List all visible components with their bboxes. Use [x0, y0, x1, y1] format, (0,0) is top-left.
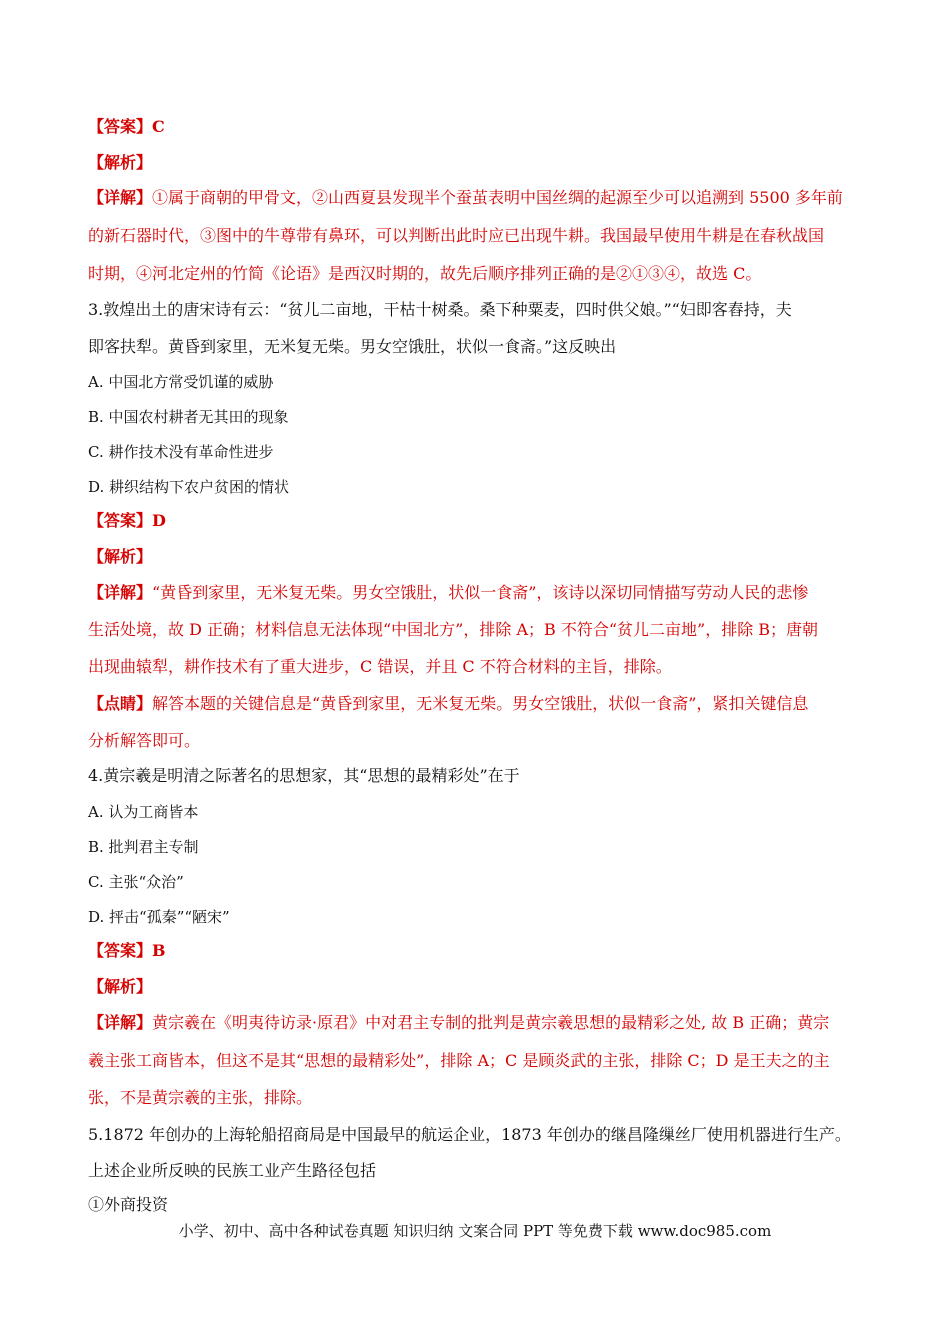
q3-detail-line-3: 出现曲辕犁，耕作技术有了重大进步，C 错误，并且 C 不符合材料的主旨，排除。 — [88, 657, 672, 676]
q3-option-b: B. 中国农村耕者无其田的现象 — [88, 408, 289, 426]
q4-detail-line-1: 【详解】黄宗羲在《明夷待访录·原君》中对君主专制的批判是黄宗羲思想的最精彩之处, 故 B 正确；黄宗 — [88, 1013, 830, 1032]
q4-detail-line-2: 羲主张工商皆本，但这不是其“思想的最精彩处”，排除 A；C 是顾炎武的主张，排除 C；D 是王夫之的主 — [88, 1051, 830, 1070]
q2-detail-line-1: 【详解】①属于商朝的甲骨文，②山西夏县发现半个蚕茧表明中国丝绸的起源至少可以追溯到 5500 多年前 — [88, 188, 843, 207]
q2-analysis-label: 【解析】 — [88, 153, 153, 172]
q3-option-a: A. 中国北方常受饥谨的威胁 — [88, 373, 274, 391]
q2-detail-line-3: 时期，④河北定州的竹简《论语》是西汉时期的，故先后顺序排列正确的是②①③④，故选 C。 — [88, 264, 762, 283]
q5-option-1: ①外商投资 — [88, 1195, 169, 1214]
q3-tip-label: 【点睛】 — [88, 694, 153, 713]
q3-stem-line-2: 即客扶犁。黄昏到家里，无米复无柴。男女空饿肚，状似一食斋。”这反映出 — [88, 337, 617, 356]
q4-stem-line-1: 4.黄宗羲是明清之际著名的思想家，其“思想的最精彩处”在于 — [88, 766, 520, 785]
q2-detail-line-2: 的新石器时代，③图中的牛尊带有鼻环，可以判断出此时应已出现牛耕。我国最早使用牛耕是在春秋战国 — [88, 226, 825, 245]
q3-detail-label: 【详解】 — [88, 583, 153, 602]
q4-option-d: D. 抨击“孤秦”“陋宋” — [88, 908, 230, 926]
q2-answer: 【答案】C — [88, 117, 165, 136]
q5-stem-line-1: 5.1872 年创办的上海轮船招商局是中国最早的航运企业，1873 年创办的继昌隆缫丝厂使用机器进行生产。 — [88, 1125, 851, 1144]
q3-detail-line-2: 生活处境，故 D 正确；材料信息无法体现“中国北方”，排除 A；B 不符合“贫儿二亩地”，排除 B；唐朝 — [88, 620, 819, 639]
q3-analysis-label: 【解析】 — [88, 547, 153, 566]
q3-detail-line-1: 【详解】“黄昏到家里，无米复无柴。男女空饿肚，状似一食斋”，该诗以深切同情描写劳动人民的悲惨 — [88, 583, 809, 602]
q5-stem-line-2: 上述企业所反映的民族工业产生路径包括 — [88, 1161, 377, 1180]
q3-tip-line-2: 分析解答即可。 — [88, 731, 201, 750]
q4-option-b: B. 批判君主专制 — [88, 838, 199, 856]
q4-analysis-label: 【解析】 — [88, 977, 153, 996]
q4-answer: 【答案】B — [88, 941, 166, 960]
q4-option-c: C. 主张“众治” — [88, 873, 184, 891]
q3-answer: 【答案】D — [88, 511, 166, 530]
q3-stem-line-1: 3.敦煌出土的唐宋诗有云：“贫儿二亩地，干枯十树桑。桑下种粟麦，四时供父娘。”“妇即客舂持，夫 — [88, 300, 792, 319]
q4-option-a: A. 认为工商皆本 — [88, 803, 199, 821]
q4-detail-label: 【详解】 — [88, 1013, 153, 1032]
q2-detail-label: 【详解】 — [88, 188, 153, 207]
q3-option-d: D. 耕织结构下农户贫困的情状 — [88, 478, 290, 496]
q4-detail-line-3: 张，不是黄宗羲的主张，排除。 — [88, 1088, 313, 1107]
q3-option-c: C. 耕作技术没有革命性进步 — [88, 443, 274, 461]
page-footer: 小学、初中、高中各种试卷真题 知识归纳 文案合同 PPT 等免费下载 www.doc985.com — [178, 1222, 772, 1240]
q3-tip-line-1: 【点睛】解答本题的关键信息是“黄昏到家里，无米复无柴。男女空饿肚，状似一食斋”，紧扣关键信息 — [88, 694, 809, 713]
